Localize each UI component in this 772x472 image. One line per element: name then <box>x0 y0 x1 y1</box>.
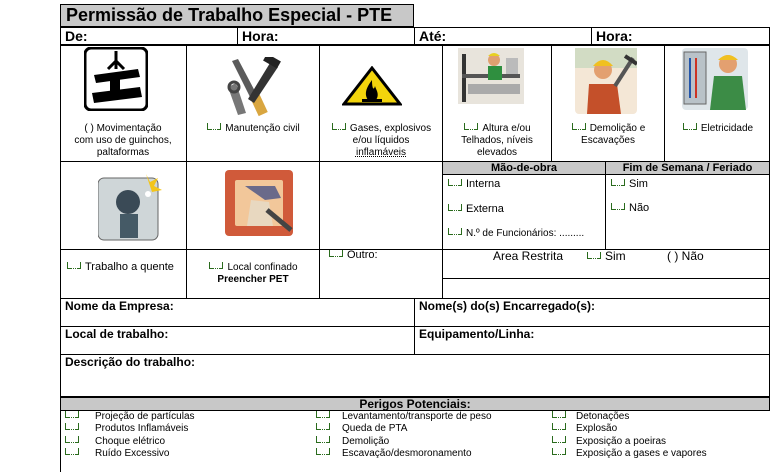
time-to-field[interactable]: Hora: <box>596 28 633 44</box>
civil-checkbox[interactable] <box>206 122 222 130</box>
hot-work-icon <box>98 168 164 244</box>
activity-height-caption: Altura e/ou Telhados, níveis elevados <box>461 123 533 158</box>
demolition-icon <box>575 48 637 114</box>
confined-checkbox[interactable] <box>208 261 224 269</box>
page-title: Permissão de Trabalho Especial - PTE <box>66 5 393 25</box>
flammable-checkbox[interactable] <box>331 122 347 130</box>
hazard-item: Escavação/desmoronamento <box>315 448 492 460</box>
demolition-checkbox[interactable] <box>571 122 587 130</box>
supervisor-names-field[interactable]: Nome(s) do(s) Encarregado(s): <box>419 299 596 313</box>
weekend-header: Fim de Semana / Feriado <box>605 161 770 175</box>
lifting-icon <box>84 47 148 111</box>
tools-icon <box>224 57 282 117</box>
labor-internal-checkbox[interactable] <box>447 178 463 186</box>
activity-hot-work-caption: Trabalho a quente <box>66 261 174 273</box>
hazard-item: Projeção de partículas <box>64 411 195 423</box>
hazard-item: Exposição a gases e vapores <box>551 448 707 460</box>
height-checkbox[interactable] <box>463 122 479 130</box>
hazard-item: Explosão <box>551 423 707 435</box>
hazard-item: Produtos Inflamáveis <box>64 423 195 435</box>
labor-header: Mão-de-obra <box>442 161 606 175</box>
hot-work-checkbox[interactable] <box>66 261 82 269</box>
workplace-field[interactable]: Local de trabalho: <box>65 327 169 341</box>
weekend-no: Não <box>610 202 649 214</box>
weekend-yes-checkbox[interactable] <box>610 178 626 186</box>
activity-demolition-caption: Demolição e Escavações <box>552 123 664 147</box>
company-name-field[interactable]: Nome da Empresa: <box>65 299 174 313</box>
job-description-field[interactable]: Descrição do trabalho: <box>65 355 196 369</box>
hazards-column-1 <box>64 411 195 460</box>
electricity-icon <box>682 48 748 110</box>
electricity-checkbox[interactable] <box>682 122 698 130</box>
equipment-field[interactable]: Equipamento/Linha: <box>419 327 535 341</box>
labor-external: Externa <box>447 203 504 215</box>
labor-employee-count[interactable]: N.º de Funcionários: ......... <box>447 228 584 240</box>
hazard-item: Exposição a poeiras <box>551 436 707 448</box>
activity-lifting-caption: ( ) Movimentação com uso de guinchos, paltaformas <box>74 123 172 158</box>
activity-confined-caption: Local confinado Preencher PET <box>187 262 319 286</box>
other-checkbox[interactable] <box>328 249 344 257</box>
labor-count-checkbox[interactable] <box>447 227 463 235</box>
activity-other-caption: Outro: <box>328 249 378 261</box>
labor-internal: Interna <box>447 178 500 190</box>
date-row <box>60 27 770 45</box>
flammable-icon <box>342 66 402 106</box>
restricted-no[interactable]: ( ) Não <box>667 249 704 263</box>
date-to-field[interactable]: Até: <box>419 28 447 44</box>
hazards-column-3 <box>551 411 707 460</box>
restricted-yes: Sim <box>586 250 626 262</box>
activity-flammable-caption: Gases, explosivos e/ou líquidos inflamáveis <box>320 123 442 159</box>
weekend-yes: Sim <box>610 178 648 190</box>
restricted-area-label: Area Restrita <box>493 249 564 263</box>
hazard-item: Demolição <box>315 436 492 448</box>
labor-external-checkbox[interactable] <box>447 203 463 211</box>
activity-civil-caption: Manutenção civil <box>187 123 319 135</box>
hazard-item: Choque elétrico <box>64 436 195 448</box>
hazard-item: Queda de PTA <box>315 423 492 435</box>
activity-electricity-caption: Eletricidade <box>665 123 770 135</box>
hazard-item: Levantamento/transporte de peso <box>315 411 492 423</box>
date-from-field[interactable]: De: <box>65 28 88 44</box>
height-work-icon <box>458 48 524 104</box>
confined-space-icon <box>225 170 295 236</box>
hazards-column-2 <box>315 411 492 460</box>
hazard-item: Detonações <box>551 411 707 423</box>
restricted-yes-checkbox[interactable] <box>586 251 602 259</box>
weekend-no-checkbox[interactable] <box>610 202 626 210</box>
time-from-field[interactable]: Hora: <box>242 28 279 44</box>
hazards-header: Perigos Potenciais: <box>60 397 770 411</box>
hazard-item: Ruído Excessivo <box>64 448 195 460</box>
